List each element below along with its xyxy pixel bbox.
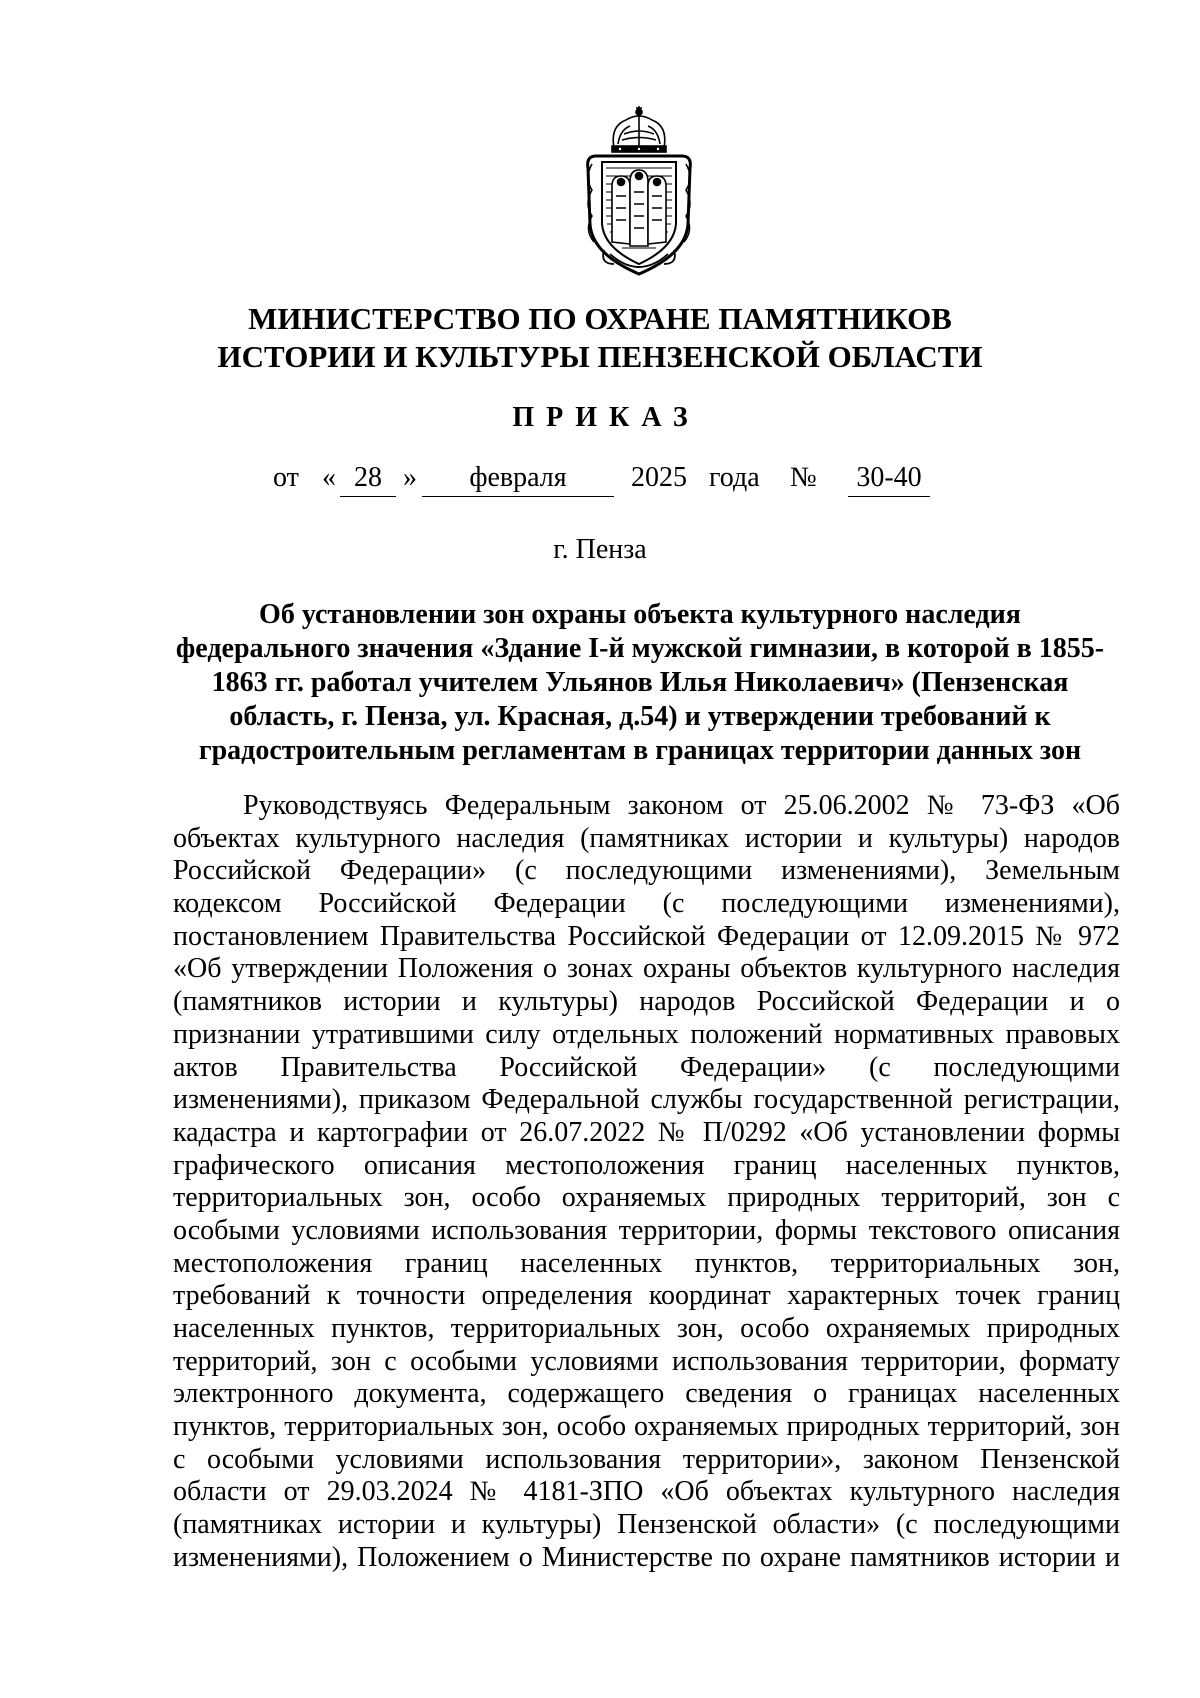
penza-region-coat-of-arms-icon xyxy=(580,104,698,280)
date-from-label: от xyxy=(273,462,299,493)
body-line: «Об утверждении Положения о зонах охраны объектов культурного наследия xyxy=(173,953,1120,985)
body-line: актов Правительства Российской Федерации» (с последующими xyxy=(173,1051,1120,1083)
body-line: (памятников истории и культуры) народов Российской Федерации и о xyxy=(173,986,1120,1018)
subject-line: Об установлении зон охраны объекта культурного наследия xyxy=(259,599,1021,630)
subject-line: 1863 гг. работал учителем Ульянов Илья Николаевич» (Пензенская xyxy=(211,667,1069,698)
body-line: с особыми условиями использования территории», законом Пензенской xyxy=(173,1443,1120,1475)
body-line: кадастра и картографии от 26.07.2022 № П/0292 «Об установлении формы xyxy=(173,1116,1120,1148)
body-line: требований к точности определения координат характерных точек границ xyxy=(173,1280,1120,1312)
date-month-value: февраля xyxy=(469,462,567,493)
body-line: графического описания местоположения границ населенных пунктов, xyxy=(173,1149,1120,1181)
body-line: объектах культурного наследия (памятниках истории и культуры) народов xyxy=(173,822,1120,854)
body-line: электронного документа, содержащего сведения о границах населенных xyxy=(173,1378,1120,1410)
body-line: изменениями), Положением о Министерстве по охране памятников истории и xyxy=(173,1541,1120,1573)
body-line: кодексом Российской Федерации (с последующими изменениями), xyxy=(173,888,1120,920)
subject-line: область, г. Пенза, ул. Красная, д.54) и утверждении требований к xyxy=(229,701,1051,732)
date-quote-close: » xyxy=(403,462,417,493)
order-subject xyxy=(160,598,1120,768)
body-line: особыми условиями использования территории, формы текстового описания xyxy=(173,1214,1120,1246)
ministry-name-line1: МИНИСТЕРСТВО ПО ОХРАНЕ ПАМЯТНИКОВ xyxy=(248,301,952,336)
body-line: территориальных зон, особо охраняемых природных территорий, зон с xyxy=(173,1182,1120,1214)
date-month xyxy=(422,462,614,497)
ministry-name-line2: ИСТОРИИ И КУЛЬТУРЫ ПЕНЗЕНСКОЙ ОБЛАСТИ xyxy=(217,339,983,374)
date-line xyxy=(0,462,1200,502)
order-number xyxy=(848,462,930,497)
body-line: изменениями), приказом Федеральной службы государственной регистрации, xyxy=(173,1084,1120,1116)
date-number-sign: № xyxy=(790,462,817,493)
body-line: Руководствуясь Федеральным законом от 25.06.2002 № 73-ФЗ «Об xyxy=(243,790,1120,821)
body-line: пунктов, территориальных зон, особо охраняемых природных территорий, зон xyxy=(173,1411,1120,1443)
date-year-label: года xyxy=(709,462,760,493)
subject-line: федерального значения «Здание I-й мужской гимназии, в которой в 1855- xyxy=(175,633,1105,664)
document-type: ПРИКАЗ xyxy=(512,402,700,433)
body-line: области от 29.03.2024 № 4181-ЗПО «Об объектах культурного наследия xyxy=(173,1476,1120,1508)
body-line: населенных пунктов, территориальных зон, особо охраняемых природных xyxy=(173,1313,1120,1344)
ministry-name xyxy=(0,300,1200,376)
body-line: местоположения границ населенных пунктов, территориальных зон, xyxy=(173,1247,1120,1279)
city: г. Пенза xyxy=(553,534,647,565)
date-day-value: 28 xyxy=(354,462,382,493)
body-line: постановлением Правительства Российской Федерации от 12.09.2015 № 972 xyxy=(173,920,1120,952)
body-line: Российской Федерации» (с последующими изменениями), Земельным xyxy=(173,855,1120,887)
date-day xyxy=(340,462,396,497)
order-number-value: 30-40 xyxy=(856,462,922,493)
body-line: (памятниках истории и культуры) Пензенской области» (с последующими xyxy=(173,1509,1120,1541)
order-body xyxy=(173,790,1120,1575)
date-quote-open: « xyxy=(322,462,336,493)
body-line: признании утратившими силу отдельных положений нормативных правовых xyxy=(173,1018,1120,1050)
body-line: территорий, зон с особыми условиями использования территории, формату xyxy=(173,1345,1120,1377)
date-year: 2025 xyxy=(631,462,687,493)
subject-line: градостроительным регламентам в границах территории данных зон xyxy=(198,735,1082,766)
